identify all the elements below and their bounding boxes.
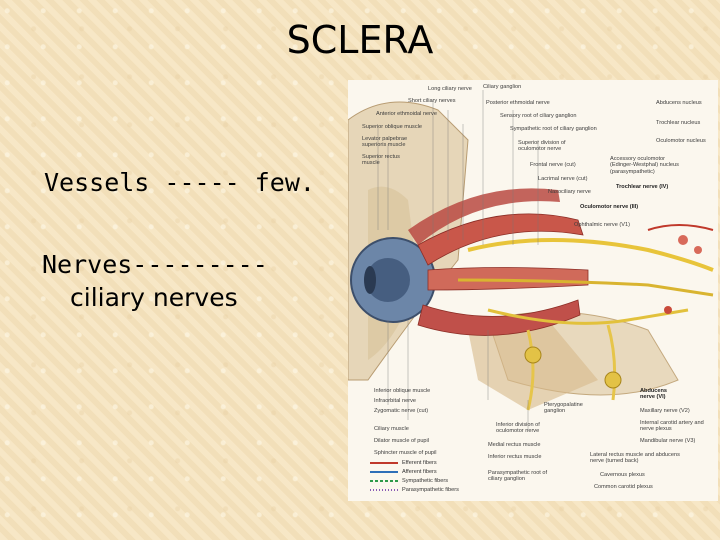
figure-label: Infraorbital nerve [374,398,416,404]
figure-label: Inferior division of oculomotor nerve [496,422,540,435]
figure-label: Sensory root of ciliary ganglion [500,113,577,119]
figure-label: Anterior ethmoidal nerve [376,111,437,117]
legend-parasympathetic: Parasympathetic fibers [402,487,459,493]
figure-label: Medial rectus muscle [488,442,541,448]
figure-label: Abducens nucleus [656,100,702,106]
figure-label: Superior division of oculomotor nerve [518,140,566,153]
figure-label: Zygomatic nerve (cut) [374,408,429,414]
figure-label: Cavernous plexus [600,472,645,478]
figure-label: Long ciliary nerve [428,86,472,92]
figure-label: Lacrimal nerve (cut) [538,176,588,182]
figure-label: Abducens nerve (VI) [640,388,668,401]
legend-efferent: Efferent fibers [402,460,437,466]
vessels-line: Vessels ----- few. [44,168,315,197]
figure-label: Ciliary ganglion [483,84,522,90]
figure-label: Parasympathetic root of ciliary ganglion [488,470,548,483]
figure-label: Lateral rectus muscle and abducens nerve (turned back) [590,452,680,465]
figure-label: Superior rectus muscle [362,154,400,167]
slide-title: SCLERA [286,18,434,62]
legend-afferent: Afferent fibers [402,469,437,475]
figure-label: Levator palpebrae superioris muscle [362,136,408,149]
figure-label: Inferior rectus muscle [488,454,542,460]
figure-label: Common carotid plexus [594,484,653,490]
figure-label: Superior oblique muscle [362,124,423,130]
figure-label: Frontal nerve (cut) [530,162,576,168]
figure-label: Pterygopalatine ganglion [544,402,583,415]
figure-label: Oculomotor nucleus [656,138,706,144]
figure-label: Internal carotid artery and nerve plexus [640,420,704,433]
figure-label: Sympathetic root of ciliary ganglion [510,126,597,132]
figure-label: Oculomotor nerve (III) [580,204,639,210]
figure-label: Trochlear nucleus [656,120,701,126]
figure-label: Inferior oblique muscle [374,388,431,394]
figure-label: Mandibular nerve (V3) [640,438,696,444]
ciliary-nerves-line: ciliary nerves [70,283,238,312]
figure-label: Accessory oculomotor (Edinger-Westphal) nucleus (parasympathetic) [610,156,679,175]
orbital-nerves-illustration [348,80,718,501]
figure-label: Short ciliary nerves [408,98,456,104]
figure-label: Nasociliary nerve [548,189,591,195]
figure-label: Dilator muscle of pupil [374,438,430,444]
figure-label: Posterior ethmoidal nerve [486,100,550,106]
figure-label: Sphincter muscle of pupil [374,450,437,456]
legend-sympathetic: Sympathetic fibers [402,478,449,484]
figure-label: Ciliary muscle [374,426,409,432]
figure-label: Ophthalmic nerve (V1) [574,222,630,228]
nerves-line: Nerves--------- [42,250,268,279]
figure-label: Trochlear nerve (IV) [616,184,669,190]
figure-label: Maxillary nerve (V2) [640,408,690,414]
